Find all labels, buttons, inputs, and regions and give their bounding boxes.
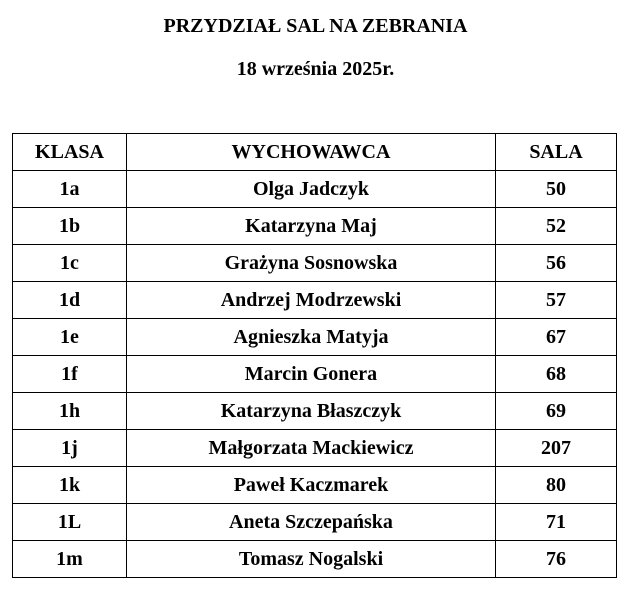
table-row	[13, 171, 617, 208]
cell-class: 1c	[13, 245, 127, 282]
cell-class: 1e	[13, 319, 127, 356]
cell-room: 207	[496, 430, 617, 467]
cell-teacher: Katarzyna Błaszczyk	[127, 393, 496, 430]
cell-teacher: Aneta Szczepańska	[127, 504, 496, 541]
page-title: PRZYDZIAŁ SAL NA ZEBRANIA	[163, 15, 468, 37]
cell-teacher: Tomasz Nogalski	[127, 541, 496, 578]
cell-class: 1a	[13, 171, 127, 208]
page-subtitle-date: 18 września 2025r.	[236, 58, 395, 80]
cell-teacher: Olga Jadczyk	[127, 171, 496, 208]
table-row	[13, 282, 617, 319]
table-row	[13, 504, 617, 541]
cell-teacher: Marcin Gonera	[127, 356, 496, 393]
cell-class: 1k	[13, 467, 127, 504]
cell-teacher: Andrzej Modrzewski	[127, 282, 496, 319]
cell-teacher: Katarzyna Maj	[127, 208, 496, 245]
cell-class: 1j	[13, 430, 127, 467]
cell-room: 67	[496, 319, 617, 356]
cell-room: 50	[496, 171, 617, 208]
table-row	[13, 541, 617, 578]
cell-class: 1b	[13, 208, 127, 245]
cell-class: 1L	[13, 504, 127, 541]
table-row	[13, 467, 617, 504]
table-row	[13, 356, 617, 393]
cell-room: 52	[496, 208, 617, 245]
column-header-room: SALA	[496, 134, 617, 171]
cell-room: 57	[496, 282, 617, 319]
cell-room: 69	[496, 393, 617, 430]
column-header-teacher: WYCHOWAWCA	[127, 134, 496, 171]
cell-class: 1m	[13, 541, 127, 578]
cell-teacher: Paweł Kaczmarek	[127, 467, 496, 504]
cell-class: 1f	[13, 356, 127, 393]
cell-teacher: Małgorzata Mackiewicz	[127, 430, 496, 467]
column-header-class: KLASA	[13, 134, 127, 171]
cell-teacher: Agnieszka Matyja	[127, 319, 496, 356]
table-row	[13, 430, 617, 467]
room-assignment-table	[12, 133, 617, 578]
table-row	[13, 319, 617, 356]
cell-teacher: Grażyna Sosnowska	[127, 245, 496, 282]
cell-room: 76	[496, 541, 617, 578]
cell-room: 80	[496, 467, 617, 504]
table-row	[13, 208, 617, 245]
cell-class: 1h	[13, 393, 127, 430]
table-row	[13, 393, 617, 430]
table-row	[13, 245, 617, 282]
cell-room: 56	[496, 245, 617, 282]
cell-room: 68	[496, 356, 617, 393]
cell-class: 1d	[13, 282, 127, 319]
table-header-row	[13, 134, 617, 171]
cell-room: 71	[496, 504, 617, 541]
